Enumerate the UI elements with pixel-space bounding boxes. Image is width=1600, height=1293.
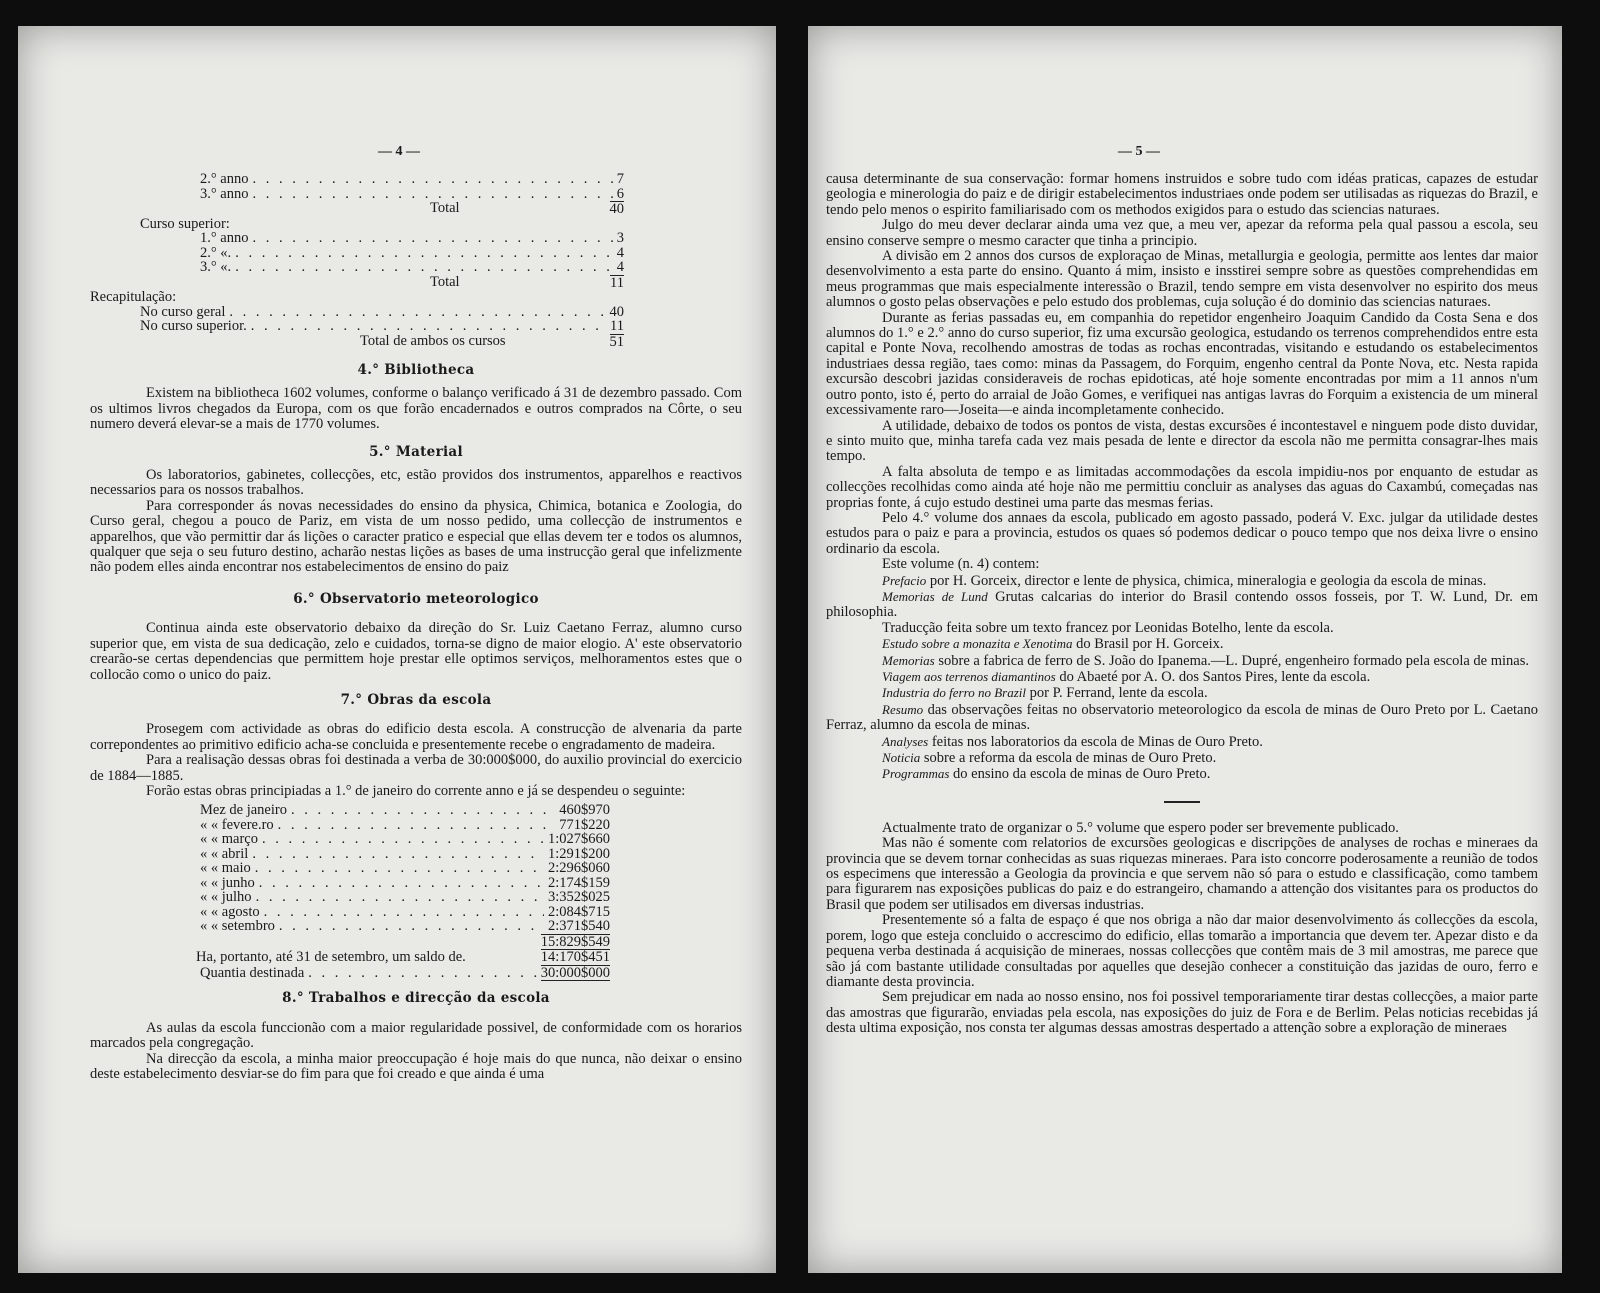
row-label: 2.° «. xyxy=(200,244,232,261)
table-row xyxy=(200,187,624,202)
contents-item-text: Traducção feita sobre um texto francez por Leonidas Botelho, lente da escola. xyxy=(882,619,1334,636)
total-label: Total xyxy=(430,273,460,290)
row-label: 3.° anno xyxy=(200,185,249,202)
row-label: « « fevere.ro xyxy=(200,816,274,833)
contents-item xyxy=(826,702,1538,734)
total-row xyxy=(200,275,624,291)
table-row xyxy=(200,876,610,891)
row-label: « « março xyxy=(200,831,258,848)
row-value: 2:371$540 xyxy=(547,918,610,935)
paragraph: causa determinante de sua conservação: formar homens instruidos e sobre tudo com idéas praticas, capazes de estudar geologia e minerologia do paiz e de dirigir estabelecimentos industriaes onde podem ser utilisadas as riquezas do Brazil, e tendo pelo menos o espirito familiarisado com os methodos exigidos para o estudo das sciencias naturaes. xyxy=(826,171,1538,218)
row-label: « « julho xyxy=(200,889,252,906)
table-row xyxy=(140,319,624,334)
row-label: « « agosto xyxy=(200,903,260,920)
row-label: No curso superior. xyxy=(140,318,247,334)
total-value: 11 xyxy=(610,274,624,291)
paragraph: Os laboratorios, gabinetes, collecções, etc, estão providos dos instrumentos, apparelhos e reactivos necessarios para os nossos trabalhos. xyxy=(90,467,742,499)
saldo-row xyxy=(196,950,610,966)
quantia-label: Quantia destinada xyxy=(200,964,305,981)
total-label: Total xyxy=(430,200,460,216)
paragraph: Para corresponder ás novas necessidades do ensino da physica, Chimica, botanica e Zoologia, do Curso geral, chegou a pouco de Pariz, em vista de um nosso pedido, uma collecção de instrumentos e apparelhos, que vão permittir dar ás lições o caracter pratico e especial que ellas devem ter e todos os alumnos, qualquer que seja o seu futuro destino, acharão nestas lições as bases de uma instrucção geral que infelizmente não podem elles ainda encontrar nos estabelecimentos de ensino do paiz xyxy=(90,497,742,576)
row-value: 460$970 xyxy=(559,802,610,819)
saldo-label: Ha, portanto, até 31 de setembro, um saldo de. xyxy=(196,949,466,966)
paragraph: A divisão em 2 annos dos cursos de exploraçao de Minas, metallurgia e geologia, permitte aos lentes dar maior desenvolvimento a esta parte do ensino. Quanto á mim, insisto e insstirei sempre sobre as questões comprehendidas em meus programmas que mais especialmente interessão o Brazil, tendo sempre em vista desenvolver no espirito dos meus alumnos o gosto pelas observações e pelo estudo dos problemas, cuja solução é do dominio das sciencias naturaes. xyxy=(826,248,1538,311)
paragraph: Mas não é somente com relatorios de excursões geologicas e discripções de analyses de rochas e mineraes da provincia que se devem tornar conhecidas as suas riquezas mineraes. Para isto concorre poderosamente a reunião de todos os especimens que interessão a Geologia da provincia e que servem não só para o estudo e classificação, como tambem para figurarem nas exposições publicas do paiz e do estrangeiro, chamando a attenção dos visitantes para os productos do Brasil que podem ser utilisados em diversas industrias. xyxy=(826,835,1538,913)
paragraph: Este volume (n. 4) contem: xyxy=(882,556,1040,573)
expense-rows xyxy=(200,803,610,934)
table-row xyxy=(140,305,624,320)
contents-item xyxy=(826,589,1538,621)
contents-item xyxy=(826,621,1538,636)
contents-item-title: Noticia xyxy=(882,750,921,766)
table-row xyxy=(200,905,610,920)
row-label: 3.° «. xyxy=(200,259,232,275)
row-value: 771$220 xyxy=(559,816,610,833)
paragraph: Actualmente trato de organizar o 5.° volume que espero poder ser brevemente publicado. xyxy=(882,819,1399,836)
contents-item-title: Programmas xyxy=(882,766,950,782)
contents-item-text: sobre a fabrica de ferro de S. João do Ipanema.—L. Dupré, engenheiro formado pela escola de minas. xyxy=(934,652,1529,669)
total-value: 40 xyxy=(609,201,624,217)
table-row xyxy=(200,832,610,847)
contents-item-text: do Brasil por H. Gorceix. xyxy=(1072,636,1224,653)
row-value: 4 xyxy=(616,244,624,261)
contents-item xyxy=(826,766,1538,782)
contents-item xyxy=(826,636,1538,652)
table-row xyxy=(200,919,610,934)
contents-item xyxy=(826,750,1538,766)
row-value: 2:174$159 xyxy=(547,874,610,891)
section-title: 4.° Bibliotheca xyxy=(357,362,475,378)
row-value: 4 xyxy=(616,259,624,275)
expenses-sum: 15:829$549 xyxy=(540,933,610,950)
total-row xyxy=(200,334,624,350)
contents-item-title: Analyses xyxy=(882,733,929,749)
left-page-content xyxy=(90,172,742,1082)
total-row xyxy=(200,201,624,217)
total-value: 51 xyxy=(609,333,624,350)
contents-item-title: Viagem aos terrenos diamantinos xyxy=(882,669,1056,684)
contents-item-text: sobre a reforma da escola de minas de Ouro Preto. xyxy=(920,750,1217,767)
row-label: Mez de janeiro xyxy=(200,802,287,819)
contents-item-text: por H. Gorceix, director e lente de physica, chimica, mineralogia e geologia da escola de minas. xyxy=(926,572,1487,589)
contents-item xyxy=(826,653,1538,669)
row-label: No curso geral xyxy=(140,303,226,320)
quantia-row xyxy=(200,966,610,982)
contents-item-title: Resumo xyxy=(882,701,924,717)
recap-rows xyxy=(140,303,624,334)
contents-item-text: das observações feitas no observatorio meteorologico da escola de minas de Ouro Preto por L. Caetano Ferraz, alumno da escola de minas. xyxy=(826,701,1538,734)
paragraph: As aulas da escola funccionão com a maior regularidade possivel, de conformidade com os horarios marcados pela congregação. xyxy=(90,1019,742,1052)
section-title: 5.° Material xyxy=(369,443,463,460)
section-title: 8.° Trabalhos e direcção da escola xyxy=(282,990,550,1007)
table-row xyxy=(200,246,624,261)
paragraph: A utilidade, debaixo de todos os pontos de vista, destas excursões é incontestavel e ninguem pode disto duvidar, e sinto muito que, minha tarefa cada vez mais pesada de lente e director da escola não me permitta consagrar-lhes mais tempo. xyxy=(826,417,1538,465)
table-row xyxy=(200,861,610,876)
section-title: 7.° Obras da escola xyxy=(340,691,492,708)
contents-item-title: Industria do ferro no Brazil xyxy=(882,685,1026,701)
row-value: 40 xyxy=(609,303,624,320)
expenses-sum-row xyxy=(200,934,610,951)
contents-item-title: Memorias xyxy=(882,652,935,668)
volume-contents xyxy=(826,573,1538,783)
paragraph: Sem prejudicar em nada ao nosso ensino, nos foi possivel temporariamente tirar destas collecções, a maior parte das amostras que figurarão, enviadas pela escola, nas exposições do juiz de Fora e de Berlim. Pelas noticias recebidas já desta ultima exposição, nos consta ter algumas dessas amostras despertado a attenção sobre a exploração de mineraes xyxy=(826,989,1538,1037)
row-value: 2:296$060 xyxy=(547,860,610,877)
right-page-content xyxy=(826,172,1538,1037)
row-label: « « maio xyxy=(200,860,251,877)
paragraph: Na direcção da escola, a minha maior preoccupação é hoje mais do que nunca, não deixar o ensino deste estabelecimento desviar-se do fim para que foi creado e que ainda é uma xyxy=(90,1050,742,1082)
paragraph: Presentemente só a falta de espaço é que nos obriga a não dar maior desenvolvimento ás collecções da escola, porem, logo que esteja concluido o accrescimo do edificio, ellas tomarão a importancia que devem ter. Apezar disto e da pequena verba destinada á acquisição de mineraes, nossas collecções que contêm mais de 3 mil amostras, me parece que são já com bastante utilidade consultadas por aquelles que desejão conhecer a constituição das jazidas de ouro, ferro e diamante desta provincia. xyxy=(826,912,1538,990)
contents-item xyxy=(826,685,1538,701)
paragraph: Pelo 4.° volume dos annaes da escola, publicado em agosto passado, poderá V. Exc. julgar da utilidade destes estudos para o paiz e para a provincia, estudos os quaes só podemos dedicar o pouco tempo que nos deixa livre o ensino ordinario da escola. xyxy=(826,509,1538,557)
saldo-value: 14:170$451 xyxy=(540,949,610,966)
right-page xyxy=(808,26,1562,1273)
paragraph: Prosegem com actividade as obras do edificio desta escola. A construcção de alvenaria da parte correpondentes ao primitivo edificio acha-se concluida e presentemente recebe o engradamento de madeira. xyxy=(90,721,742,753)
row-label: « « junho xyxy=(200,874,255,891)
row-value: 1:027$660 xyxy=(547,831,610,848)
section-title: 6.° Observatorio meteorologico xyxy=(293,590,539,607)
row-label: « « abril xyxy=(200,845,249,862)
general-rows xyxy=(200,172,624,201)
contents-item-title: Memorias de Lund xyxy=(882,588,988,604)
contents-item xyxy=(826,573,1538,589)
row-value: 3 xyxy=(616,230,624,246)
page-number: — 4 — xyxy=(378,144,420,159)
recap-heading: Recapitulação: xyxy=(90,289,177,305)
contents-item-title: Prefacio xyxy=(882,572,927,588)
paragraph: Para a realisação dessas obras foi destinada a verba de 30:000$000, do auxilio provincial do exercicio de 1884—1885. xyxy=(90,752,742,784)
table-row xyxy=(200,818,610,833)
row-value: 6 xyxy=(616,185,624,202)
table-row xyxy=(200,172,624,187)
table-row xyxy=(200,231,624,246)
contents-item-text: feitas nos laboratorios da escola de Minas de Ouro Preto. xyxy=(928,733,1263,750)
paragraph: Julgo do meu dever declarar ainda uma vez que, a meu ver, apezar da reforma pela qual passou a escola, seu ensino conserve sempre o mesmo caracter que tinha a principio. xyxy=(826,217,1538,249)
contents-item xyxy=(826,669,1538,685)
row-label: « « setembro xyxy=(200,918,275,935)
contents-item-title: Estudo sobre a monazita e Xenotima xyxy=(882,636,1073,652)
paragraph: Forão estas obras principiadas a 1.° de janeiro do corrente anno e já se despendeu o seguinte: xyxy=(146,782,686,799)
superior-heading: Curso superior: xyxy=(140,215,230,232)
separator xyxy=(1164,801,1200,803)
page-number: — 5 — xyxy=(1118,144,1160,159)
table-row xyxy=(200,847,610,862)
row-value: 1:291$200 xyxy=(547,845,610,862)
paragraph: Durante as ferias passadas eu, em companhia do repetidor engenheiro Joaquim Candido da Costa Sena e dos alumnos do 1.° e 2.° anno do curso superior, fiz uma excursão geologica, estudando os terrenos comprehendidos entre esta capital e Ponte Nova, recolhendo amostras de todas as rochas encontradas, visitando e estudando os estabelecimentos industriaes dessa região, taes como: minas da Passagem, do Forquim, engenho central da Ponte Nova, etc. Nesta rapida excursão descobri jazidas consideraveis de rochas epidoticas, até hoje somente encontradas por mim a 11 annos n'um outro ponto, isto é, perto do arraial de João Gomes, e verifiquei nas antigas lavras do Forquim a existencia de um mineral excessivamente raro—Joseita—e ainda incompletamente conhecido. xyxy=(826,309,1538,419)
enrollment-table xyxy=(90,171,624,350)
table-row xyxy=(200,803,610,818)
paragraph: Continua ainda este observatorio debaixo da direção do Sr. Luiz Caetano Ferraz, alumno curso superior que, em vista de sua dedicação, zelo e cuidados, torna-se digno de maior elogio. A' este observatorio crearão-se certas dependencias que permittem hoje prestar elle optimos serviços, melhoramentos estes que o collocão como o unico do paiz. xyxy=(90,620,742,683)
contents-item xyxy=(826,734,1538,750)
row-value: 3:352$025 xyxy=(547,889,610,906)
contents-item-text: do Abaeté por A. O. dos Santos Pires, lente da escola. xyxy=(1055,669,1371,685)
superior-rows xyxy=(200,231,624,275)
table-row xyxy=(200,890,610,905)
left-page xyxy=(18,26,776,1273)
row-label: 1.° anno xyxy=(200,230,249,246)
paragraph: Existem na bibliotheca 1602 volumes, conforme o balanço verificado á 31 de dezembro passado. Com os ultimos livros chegados da Europa, com os que forão encadernados e outros comprados na Côrte, o seu numero deverá elevar-se a mais de 1770 volumes. xyxy=(90,385,742,433)
total-label: Total de ambos os cursos xyxy=(360,332,506,349)
contents-item-text: Grutas calcarias do interior do Brasil contendo ossos fosseis, por T. W. Lund, Dr. em philosophia. xyxy=(826,588,1539,621)
contents-item-text: do ensino da escola de minas de Ouro Preto. xyxy=(949,766,1211,783)
row-label: 2.° anno xyxy=(200,171,249,187)
row-value: 7 xyxy=(616,171,624,187)
expenses-table xyxy=(196,802,610,981)
row-value: 11 xyxy=(610,318,624,334)
quantia-value: 30:000$000 xyxy=(540,964,610,981)
contents-item-text: por P. Ferrand, lente da escola. xyxy=(1025,685,1208,702)
row-value: 2:084$715 xyxy=(547,903,610,920)
paragraph: A falta absoluta de tempo e as limitadas accommodações da escola impidiu-nos por enquanto de estudar as collecções recolhidas como ainda até hoje não me permittiu concluir as analyses das aguas do Caxambú, começadas nas proprias fonte, á cujo estudo destinei uma parte das mesmas ferias. xyxy=(826,463,1538,511)
table-row xyxy=(200,260,624,275)
